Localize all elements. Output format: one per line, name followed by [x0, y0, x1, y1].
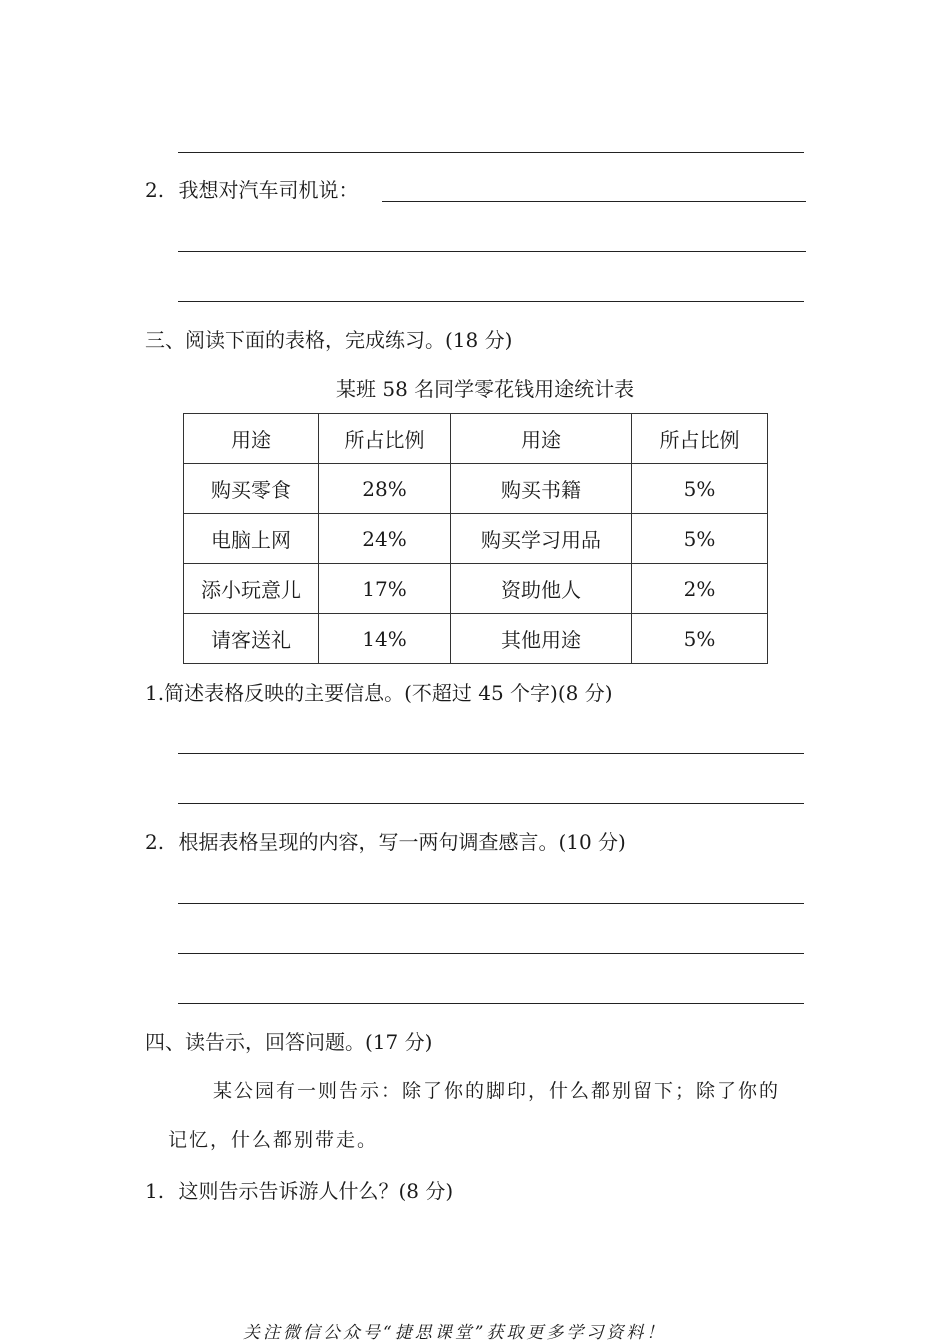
- answer-line[interactable]: [178, 803, 804, 804]
- answer-line[interactable]: [382, 201, 806, 202]
- table-cell: 请客送礼: [184, 614, 319, 664]
- header-cell: 所占比例: [319, 414, 451, 464]
- table-cell: 28%: [319, 464, 451, 514]
- table-row: [184, 514, 768, 564]
- table-cell: 5%: [632, 464, 768, 514]
- table-cell: 5%: [632, 614, 768, 664]
- table-row: [184, 464, 768, 514]
- table-header-row: [184, 414, 768, 464]
- answer-line[interactable]: [178, 301, 804, 302]
- footer-note: 关注微信公众号“捷思课堂”获取更多学习资料！: [243, 1323, 667, 1343]
- section-4-heading: 四、读告示，回答问题。(17 分): [145, 1030, 433, 1054]
- table-row: [184, 564, 768, 614]
- header-cell: 用途: [184, 414, 319, 464]
- table-cell: 购买学习用品: [451, 514, 632, 564]
- table-cell: 14%: [319, 614, 451, 664]
- table-cell: 购买零食: [184, 464, 319, 514]
- section-3-heading: 三、阅读下面的表格，完成练习。(18 分): [145, 328, 513, 352]
- answer-line[interactable]: [178, 251, 806, 252]
- header-cell: 用途: [451, 414, 632, 464]
- answer-line[interactable]: [178, 1003, 804, 1004]
- table-cell: 电脑上网: [184, 514, 319, 564]
- section-3-question-2: [145, 828, 626, 856]
- item-text: 这则告示告诉游人什么？(8 分): [178, 1179, 454, 1203]
- item-text: 我想对汽车司机说：: [178, 178, 359, 202]
- header-cell: 所占比例: [632, 414, 768, 464]
- notice-text-line-2: 记忆，什么都别带走。: [168, 1129, 379, 1151]
- section-4-question-1: [145, 1177, 453, 1205]
- table-cell: 资助他人: [451, 564, 632, 614]
- table-cell: 24%: [319, 514, 451, 564]
- answer-line[interactable]: [178, 953, 804, 954]
- notice-text-line-1: 某公园有一则告示：除了你的脚印，什么都别留下；除了你的: [213, 1080, 781, 1102]
- answer-line[interactable]: [178, 152, 804, 153]
- table-cell: 17%: [319, 564, 451, 614]
- item-number: 2.: [145, 830, 165, 854]
- item-text: 根据表格呈现的内容，写一两句调查感言。(10 分): [178, 830, 626, 854]
- item-number: 1.: [145, 1179, 165, 1203]
- item-2-driver: [145, 176, 358, 204]
- table-row: [184, 614, 768, 664]
- table-cell: 5%: [632, 514, 768, 564]
- stat-table: [183, 413, 768, 664]
- answer-line[interactable]: [178, 903, 804, 904]
- table-cell: 添小玩意儿: [184, 564, 319, 614]
- table-cell: 其他用途: [451, 614, 632, 664]
- table-cell: 2%: [632, 564, 768, 614]
- item-number: 2.: [145, 178, 165, 202]
- answer-line[interactable]: [178, 753, 804, 754]
- table-title: 某班 58 名同学零花钱用途统计表: [336, 377, 635, 401]
- section-3-question-1: 1.简述表格反映的主要信息。(不超过 45 个字)(8 分): [145, 681, 613, 705]
- table-cell: 购买书籍: [451, 464, 632, 514]
